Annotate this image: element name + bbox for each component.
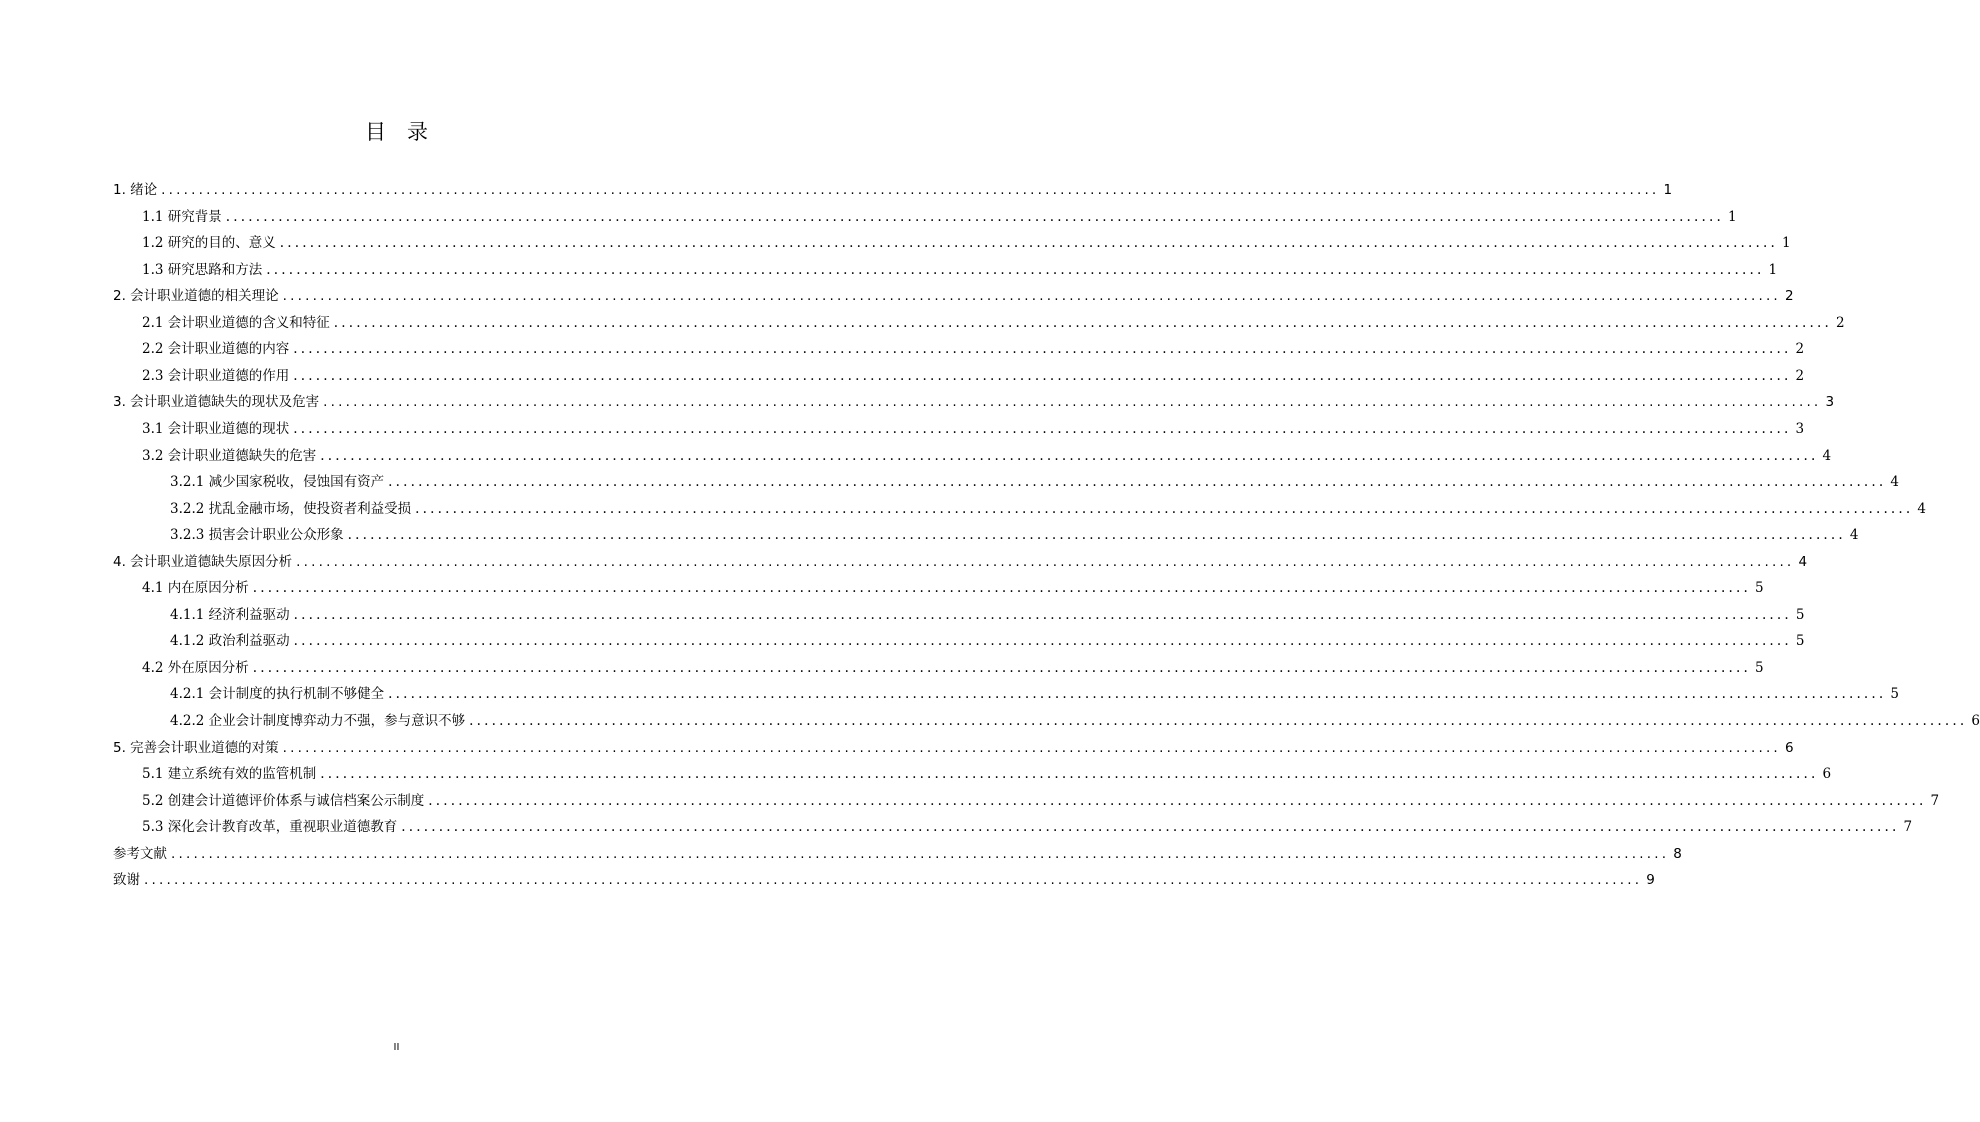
- toc-entry-page: 9: [1646, 872, 1655, 889]
- toc-dot-leader: ........................................................................................................................................................................................................: [296, 553, 1795, 570]
- toc-entry-label: 3.2.2 扰乱金融市场，使投资者利益受损: [170, 500, 412, 517]
- toc-entry[interactable]: [142, 785, 1940, 809]
- toc-entry-label: 2.1 会计职业道德的含义和特征: [142, 314, 330, 331]
- toc-entry-page: 5: [1755, 659, 1764, 676]
- toc-entry-page: 8: [1673, 845, 1682, 862]
- toc-entry[interactable]: [170, 519, 1859, 544]
- toc-entry[interactable]: [113, 174, 1673, 198]
- toc-entry-label: 3.2.3 损害会计职业公众形象: [170, 527, 344, 544]
- toc-entry-page: 1: [1782, 235, 1791, 252]
- toc-dot-leader: ........................................................................................................................................................................................................: [282, 739, 1781, 756]
- toc-entry[interactable]: [142, 254, 1778, 278]
- toc-dot-leader: ........................................................................................................................................................................................................: [388, 686, 1887, 703]
- toc-entry-label: 3. 会计职业道德缺失的现状及危害: [113, 394, 320, 411]
- toc-dot-leader: ........................................................................................................................................................................................................: [415, 500, 1914, 517]
- toc-entry-label: 5.2 创建会计道德评价体系与诚信档案公示制度: [142, 792, 425, 809]
- toc-dot-leader: ........................................................................................................................................................................................................: [323, 394, 1822, 411]
- toc-entry[interactable]: [142, 811, 1913, 836]
- toc-entry-page: 5: [1755, 580, 1764, 597]
- toc-entry-page: 1: [1768, 261, 1778, 278]
- toc-entry[interactable]: [170, 705, 1980, 729]
- toc-entry-label: 2.3 会计职业道德的作用: [142, 367, 290, 384]
- toc-entry-page: 7: [1903, 819, 1913, 836]
- toc-dot-leader: ........................................................................................................................................................................................................: [388, 474, 1887, 491]
- toc-entry-label: 2.2 会计职业道德的内容: [142, 341, 290, 358]
- toc-dot-leader: ........................................................................................................................................................................................................: [428, 792, 1927, 809]
- toc-entry[interactable]: [113, 386, 1835, 411]
- toc-entry[interactable]: [142, 307, 1845, 331]
- toc-dot-leader: ........................................................................................................................................................................................................: [347, 527, 1846, 544]
- toc-dot-leader: ........................................................................................................................................................................................................: [161, 182, 1660, 198]
- toc-entry[interactable]: [142, 201, 1737, 225]
- toc-entry-label: 3.1 会计职业道德的现状: [142, 420, 290, 437]
- toc-dot-leader: ........................................................................................................................................................................................................: [293, 633, 1792, 650]
- toc-dot-leader: ........................................................................................................................................................................................................: [293, 367, 1792, 384]
- toc-dot-leader: ........................................................................................................................................................................................................: [469, 713, 1968, 729]
- toc-entry-page: 7: [1930, 792, 1940, 809]
- toc-entry-page: 2: [1784, 288, 1794, 305]
- toc-entry[interactable]: [170, 599, 1805, 623]
- toc-entry-label: 参考文献: [113, 845, 167, 862]
- toc-entry-page: 1: [1663, 182, 1673, 198]
- toc-entry[interactable]: [142, 333, 1805, 358]
- toc-dot-leader: ........................................................................................................................................................................................................: [293, 341, 1792, 358]
- toc-entry-label: 5.1 建立系统有效的监管机制: [142, 766, 317, 783]
- toc-entry[interactable]: [170, 625, 1805, 650]
- toc-entry-page: 1: [1728, 208, 1737, 225]
- toc-entry-page: 6: [1784, 739, 1794, 756]
- toc-dot-leader: ........................................................................................................................................................................................................: [320, 766, 1819, 783]
- toc-entry[interactable]: [142, 652, 1764, 676]
- toc-entry-label: 4.2.2 企业会计制度博弈动力不强，参与意识不够: [170, 713, 466, 729]
- toc-entry-page: 4: [1890, 474, 1900, 491]
- toc-entry-label: 5.3 深化会计教育改革，重视职业道德教育: [142, 819, 398, 836]
- toc-dot-leader: ........................................................................................................................................................................................................: [401, 819, 1900, 836]
- toc-entry-label: 1.2 研究的目的、意义: [142, 235, 276, 252]
- toc-title: 目 录: [365, 120, 428, 144]
- toc-entry-page: 3: [1825, 394, 1835, 411]
- toc-dot-leader: ........................................................................................................................................................................................................: [252, 580, 1752, 597]
- toc-entry-label: 4.1.2 政治利益驱动: [170, 633, 290, 650]
- toc-dot-leader: ........................................................................................................................................................................................................: [333, 314, 1833, 331]
- toc-entry[interactable]: [113, 732, 1794, 756]
- toc-entry-label: 4.2.1 会计制度的执行机制不够健全: [170, 686, 385, 703]
- toc-entry-label: 2. 会计职业道德的相关理论: [113, 288, 279, 305]
- toc-entry-page: 6: [1971, 713, 1980, 729]
- toc-entry[interactable]: [142, 572, 1764, 597]
- toc-entry-page: 5: [1795, 633, 1805, 650]
- toc-dot-leader: ........................................................................................................................................................................................................: [252, 659, 1752, 676]
- toc-entry-label: 5. 完善会计职业道德的对策: [113, 739, 279, 756]
- toc-entry-label: 致谢: [113, 872, 140, 889]
- toc-dot-leader: ........................................................................................................................................................................................................: [293, 420, 1792, 437]
- toc-entry-page: 3: [1795, 420, 1805, 437]
- toc-entry[interactable]: [142, 758, 1832, 783]
- toc-entry[interactable]: [170, 678, 1900, 703]
- page-number-footer: II: [393, 1042, 400, 1053]
- toc-entry[interactable]: [142, 227, 1791, 252]
- toc-entry-page: 6: [1822, 766, 1832, 783]
- toc-dot-leader: ........................................................................................................................................................................................................: [171, 845, 1670, 862]
- toc-entry-label: 4.1 内在原因分析: [142, 580, 249, 597]
- toc-entry-page: 4: [1849, 527, 1859, 544]
- toc-entry-label: 1.3 研究思路和方法: [142, 261, 263, 278]
- toc-entry-label: 1. 绪论: [113, 182, 158, 198]
- toc-entry-page: 2: [1795, 367, 1805, 384]
- toc-dot-leader: ........................................................................................................................................................................................................: [225, 208, 1725, 225]
- toc-entry[interactable]: [113, 864, 1655, 889]
- toc-entry-page: 4: [1822, 447, 1832, 464]
- toc-entry-label: 4.1.1 经济利益驱动: [170, 606, 290, 623]
- toc-dot-leader: ........................................................................................................................................................................................................: [293, 606, 1792, 623]
- toc-entry[interactable]: [142, 413, 1805, 437]
- toc-dot-leader: ........................................................................................................................................................................................................: [144, 872, 1643, 889]
- toc-entry-page: 2: [1795, 341, 1805, 358]
- toc-entry-label: 4.2 外在原因分析: [142, 659, 249, 676]
- toc-entry-label: 3.2.1 减少国家税收，侵蚀国有资产: [170, 474, 385, 491]
- toc-entry-label: 1.1 研究背景: [142, 208, 222, 225]
- toc-entry[interactable]: [142, 440, 1832, 464]
- toc-entry[interactable]: [170, 466, 1900, 491]
- toc-entry-page: 4: [1917, 500, 1927, 517]
- toc-entry[interactable]: [113, 280, 1794, 305]
- toc-dot-leader: ........................................................................................................................................................................................................: [266, 261, 1765, 278]
- toc-entry[interactable]: [113, 546, 1808, 570]
- toc-entry-page: 5: [1890, 686, 1900, 703]
- toc-entry[interactable]: [113, 838, 1682, 862]
- toc-entry-page: 4: [1798, 553, 1808, 570]
- toc-entry-page: 2: [1836, 314, 1845, 331]
- toc-entry-label: 3.2 会计职业道德缺失的危害: [142, 447, 317, 464]
- toc-dot-leader: ........................................................................................................................................................................................................: [320, 447, 1819, 464]
- toc-entry-page: 5: [1795, 606, 1805, 623]
- toc-entry[interactable]: [170, 493, 1927, 517]
- toc-entry-label: 4. 会计职业道德缺失原因分析: [113, 553, 293, 570]
- toc-dot-leader: ........................................................................................................................................................................................................: [279, 235, 1779, 252]
- toc-dot-leader: ........................................................................................................................................................................................................: [282, 288, 1781, 305]
- toc-entry[interactable]: [142, 360, 1805, 384]
